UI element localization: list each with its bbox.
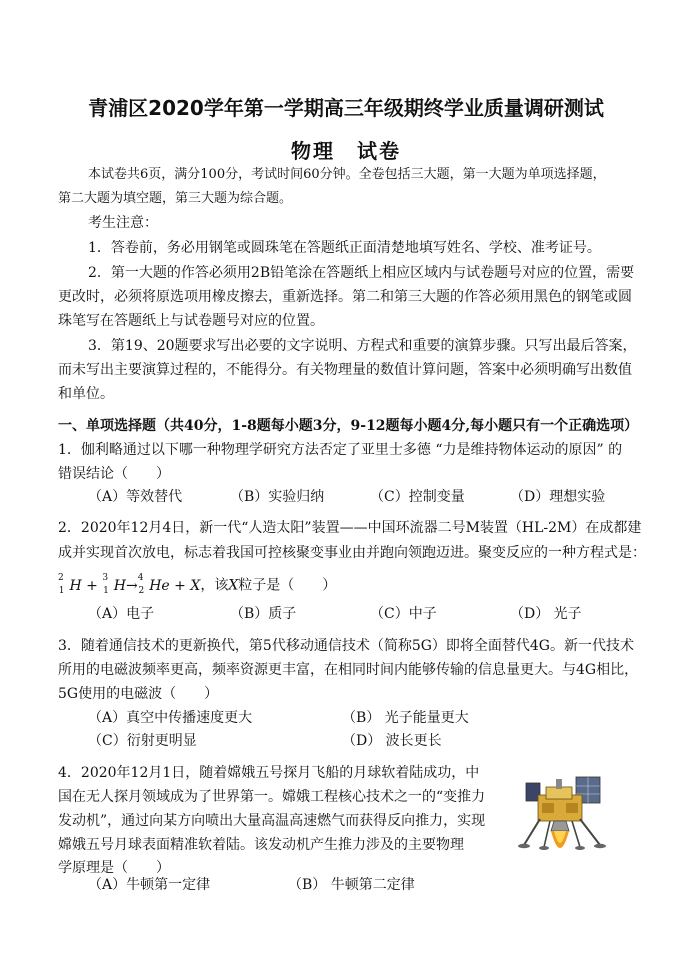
notice-item: 2．第一大题的作答必须用2B铅笔涂在答题纸上相应区域内与试卷题号对应的位置，需要 — [88, 265, 635, 281]
option-a: （A）牛顿第一定律 — [88, 877, 211, 893]
intro-line: 第二大题为填空题，第三大题为综合题。 — [58, 191, 293, 206]
option-d: （D） 波长更长 — [342, 733, 442, 749]
question-text: 5G使用的电磁波（ ） — [58, 686, 219, 702]
question-text: 错误结论（ ） — [58, 466, 170, 482]
notice-item: 1．答卷前，务必用钢笔或圆珠笔在答题纸正面清楚地填写姓名、学校、准考证号。 — [88, 240, 601, 256]
question-text: 成并实现首次放电，标志着我国可控核聚变事业由并跑向领跑迈进。聚变反应的一种方程式是： — [58, 545, 646, 561]
option-b: （B）实验归纳 — [230, 489, 325, 505]
section-heading: 一、单项选择题（共40分，1-8题每小题3分，9-12题每小题4分,每小题只有一个正确选项） — [58, 418, 639, 434]
intro-line: 本试卷共6页，满分100分，考试时间60分钟。全卷包括三大题，第一大题为单项选择题， — [88, 167, 606, 182]
question-text: 1．伽利略通过以下哪一种物理学研究方法否定了亚里士多德 “力是维持物体运动的原因” 的 — [58, 442, 623, 458]
question-text: 学原理是（ ） — [58, 860, 170, 876]
option-d: （D） 光子 — [510, 606, 582, 622]
option-b: （B） 光子能量更大 — [342, 710, 469, 726]
notice-item: 而未写出主要演算过程的，不能得分。有关物理量的数值计算问题，答案中必须明确写出数值 — [58, 362, 632, 378]
notice-item: 和单位。 — [58, 386, 114, 402]
question-text: 所用的电磁波频率更高，频率资源更丰富，在相同时间内能够传输的信息量更大。与4G相比， — [58, 662, 639, 678]
question-text: 发动机”，通过向某方向喷出大量高温高速燃气而获得反向推力，实现 — [58, 813, 486, 829]
lunar-lander-icon — [516, 773, 616, 865]
question-text: 4．2020年12月1日，随着嫦娥五号探月飞船的月球软着陆成功，中 — [58, 765, 480, 781]
option-c: （C）中子 — [370, 606, 437, 622]
exam-title: 青浦区2020学年第一学期高三年级期终学业质量调研测试 — [88, 96, 604, 120]
equation-formula: $^2_1$ H + $^3_1$ H→$^4_2$ He + X — [58, 573, 201, 597]
notice-item: 3．第19、20题要求写出必要的文字说明、方程式和重要的演算步骤。只写出最后答案， — [88, 338, 637, 354]
question-text: 嫦娥五号月球表面精准软着陆。该发动机产生推力涉及的主要物理 — [58, 837, 464, 853]
notice-title: 考生注意： — [88, 215, 158, 231]
option-b: （B）质子 — [230, 606, 297, 622]
option-a: （A）等效替代 — [88, 489, 183, 505]
option-c: （C）控制变量 — [370, 489, 465, 505]
option-b: （B） 牛顿第二定律 — [288, 877, 415, 893]
option-d: （D）理想实验 — [510, 489, 606, 505]
exam-subtitle: 物理 试卷 — [291, 139, 401, 163]
question-text: 2．2020年12月4日，新一代“人造太阳”装置——中国环流器二号M装置（HL-2M）在成都建 — [58, 520, 642, 536]
equation-tail: ，该 — [200, 577, 229, 594]
equation-variable: X — [228, 577, 239, 594]
option-a: （A）电子 — [88, 606, 155, 622]
option-a: （A）真空中传播速度更大 — [88, 710, 253, 726]
notice-item: 更改时，必须将原选项用橡皮擦去，重新选择。第二和第三大题的作答必须用黑色的钢笔或圆 — [58, 289, 632, 305]
equation-end: 粒子是（ ） — [238, 577, 337, 594]
fusion-equation — [58, 572, 336, 601]
question-text: 国在无人探月领域成为了世界第一。嫦娥工程核心技术之一的“变推力 — [58, 789, 486, 805]
option-c: （C）衍射更明显 — [88, 733, 197, 749]
notice-item: 珠笔写在答题纸上与试卷题号对应的位置。 — [58, 313, 324, 329]
question-text: 3．随着通信技术的更新换代，第5代移动通信技术（简称5G）即将全面替代4G。新一代技术 — [58, 638, 634, 654]
